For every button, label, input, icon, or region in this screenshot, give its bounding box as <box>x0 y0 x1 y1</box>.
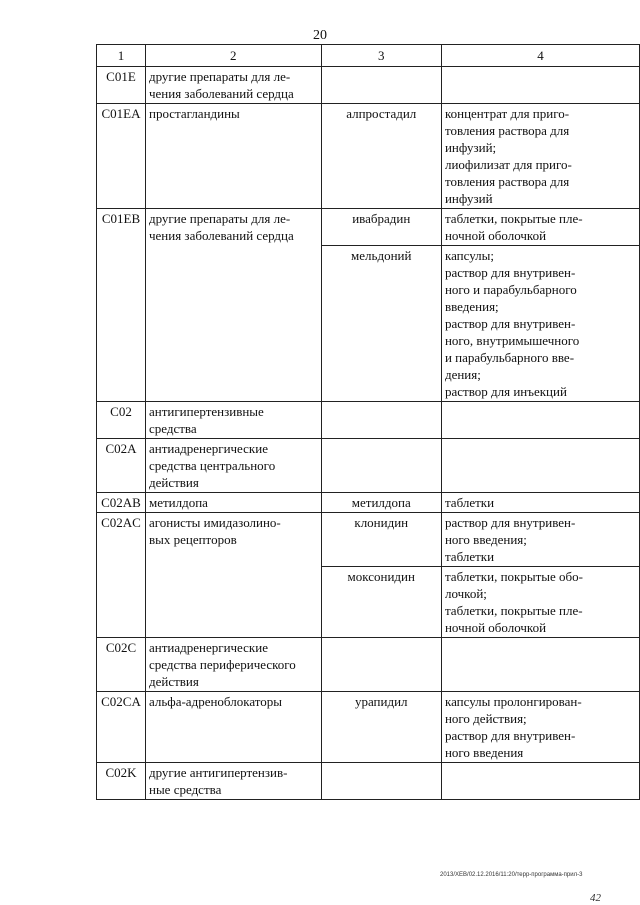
table-row <box>97 67 640 104</box>
group-name-cell <box>145 493 321 513</box>
cell-text-line: введения; <box>444 299 499 314</box>
cell-text-line: средства <box>148 421 197 436</box>
cell-text-line: ные средства <box>148 782 222 797</box>
cell-text-line: таблетки, покрытые обо- <box>444 569 583 584</box>
cell-text-line: метилдопа <box>148 495 208 510</box>
drug-name-cell <box>321 638 441 692</box>
atc-code-cell: C02AC <box>97 513 146 638</box>
dosage-form-cell <box>441 567 639 638</box>
group-name-cell <box>145 104 321 209</box>
drug-name-cell: алпростадил <box>321 104 441 209</box>
cell-text-line: инфузий; <box>444 140 497 155</box>
cell-text-line: таблетки <box>444 549 495 564</box>
cell-text-line: раствор для инъекций <box>444 384 567 399</box>
drug-name-cell: мельдоний <box>321 246 441 402</box>
drug-name-cell: клонидин <box>321 513 441 567</box>
table-row <box>97 763 640 800</box>
atc-code-cell: C02K <box>97 763 146 800</box>
cell-text-line: инфузий <box>444 191 493 206</box>
dosage-form-cell <box>441 638 639 692</box>
cell-text-line: ночной оболочкой <box>444 620 547 635</box>
cell-text-line: другие антигипертензив- <box>148 765 288 780</box>
cell-text-line: чения заболеваний сердца <box>148 86 294 101</box>
atc-code-cell: C02AB <box>97 493 146 513</box>
group-name-cell <box>145 692 321 763</box>
page-number: 20 <box>313 28 327 43</box>
cell-text-line: другие препараты для ле- <box>148 211 291 226</box>
table-row <box>97 692 640 763</box>
cell-text-line: средства периферического <box>148 657 296 672</box>
drug-name-cell: метилдопа <box>321 493 441 513</box>
atc-code-cell: C02 <box>97 402 146 439</box>
cell-text-line: агонисты имидазолино- <box>148 515 281 530</box>
dosage-form-cell <box>441 763 639 800</box>
cell-text-line: средства центрального <box>148 458 276 473</box>
cell-text-line: другие препараты для ле- <box>148 69 291 84</box>
atc-code-cell: C01EA <box>97 104 146 209</box>
cell-text-line: чения заболеваний сердца <box>148 228 294 243</box>
table-row <box>97 638 640 692</box>
column-header: 3 <box>321 45 441 67</box>
cell-text-line: таблетки <box>444 495 495 510</box>
cell-text-line: капсулы пролонгирован- <box>444 694 582 709</box>
table-row <box>97 439 640 493</box>
dosage-form-cell <box>441 246 639 402</box>
group-name-cell <box>145 67 321 104</box>
drug-name-cell: урапидил <box>321 692 441 763</box>
dosage-form-cell <box>441 493 639 513</box>
cell-text-line: ного, внутримышечного <box>444 333 580 348</box>
dosage-form-cell <box>441 209 639 246</box>
cell-text-line: антиадренергические <box>148 640 268 655</box>
footer-page-mark: 42 <box>590 892 601 904</box>
cell-text-line: действия <box>148 674 199 689</box>
drug-name-cell <box>321 763 441 800</box>
drug-name-cell: ивабрадин <box>321 209 441 246</box>
group-name-cell <box>145 513 321 638</box>
cell-text-line: вых рецепторов <box>148 532 237 547</box>
table-row <box>97 493 640 513</box>
atc-code-cell: C01EB <box>97 209 146 402</box>
cell-text-line: раствор для внутривен- <box>444 316 576 331</box>
dosage-form-cell <box>441 692 639 763</box>
cell-text-line: таблетки, покрытые пле- <box>444 603 583 618</box>
table-header-row <box>97 45 640 67</box>
group-name-cell <box>145 209 321 402</box>
dosage-form-cell <box>441 513 639 567</box>
dosage-form-cell <box>441 104 639 209</box>
table-row <box>97 513 640 567</box>
dosage-form-cell <box>441 67 639 104</box>
cell-text-line: и парабульбарного вве- <box>444 350 575 365</box>
cell-text-line: товления раствора для <box>444 174 570 189</box>
atc-code-cell: C02C <box>97 638 146 692</box>
cell-text-line: антиадренергические <box>148 441 268 456</box>
cell-text-line: капсулы; <box>444 248 495 263</box>
drug-name-cell: моксонидин <box>321 567 441 638</box>
footer-stamp: 2013/ХЕВ/02.12.2016/11:20/терр-программа-прил-3 <box>440 872 583 878</box>
cell-text-line: лочкой; <box>444 586 487 601</box>
table-row <box>97 402 640 439</box>
cell-text-line: концентрат для приго- <box>444 106 570 121</box>
cell-text-line: ного действия; <box>444 711 527 726</box>
dosage-form-cell <box>441 402 639 439</box>
cell-text-line: раствор для внутривен- <box>444 265 576 280</box>
cell-text-line: дения; <box>444 367 481 382</box>
cell-text-line: ного и парабульбарного <box>444 282 577 297</box>
cell-text-line: антигипертензивные <box>148 404 264 419</box>
cell-text-line: ного введения <box>444 745 524 760</box>
drug-table <box>96 44 640 800</box>
group-name-cell <box>145 763 321 800</box>
cell-text-line: альфа-адреноблокаторы <box>148 694 282 709</box>
group-name-cell <box>145 638 321 692</box>
group-name-cell <box>145 402 321 439</box>
cell-text-line: лиофилизат для приго- <box>444 157 572 172</box>
cell-text-line: ночной оболочкой <box>444 228 547 243</box>
cell-text-line: ного введения; <box>444 532 527 547</box>
column-header: 1 <box>97 45 146 67</box>
atc-code-cell: C02A <box>97 439 146 493</box>
atc-code-cell: C01E <box>97 67 146 104</box>
atc-code-cell: C02CA <box>97 692 146 763</box>
table-body <box>97 67 640 800</box>
group-name-cell <box>145 439 321 493</box>
column-header: 2 <box>145 45 321 67</box>
cell-text-line: простагландины <box>148 106 240 121</box>
cell-text-line: товления раствора для <box>444 123 570 138</box>
column-header: 4 <box>441 45 639 67</box>
cell-text-line: таблетки, покрытые пле- <box>444 211 583 226</box>
dosage-form-cell <box>441 439 639 493</box>
drug-name-cell <box>321 67 441 104</box>
cell-text-line: раствор для внутривен- <box>444 515 576 530</box>
drug-name-cell <box>321 402 441 439</box>
cell-text-line: раствор для внутривен- <box>444 728 576 743</box>
cell-text-line: действия <box>148 475 199 490</box>
table-row <box>97 209 640 246</box>
drug-name-cell <box>321 439 441 493</box>
table-row <box>97 104 640 209</box>
